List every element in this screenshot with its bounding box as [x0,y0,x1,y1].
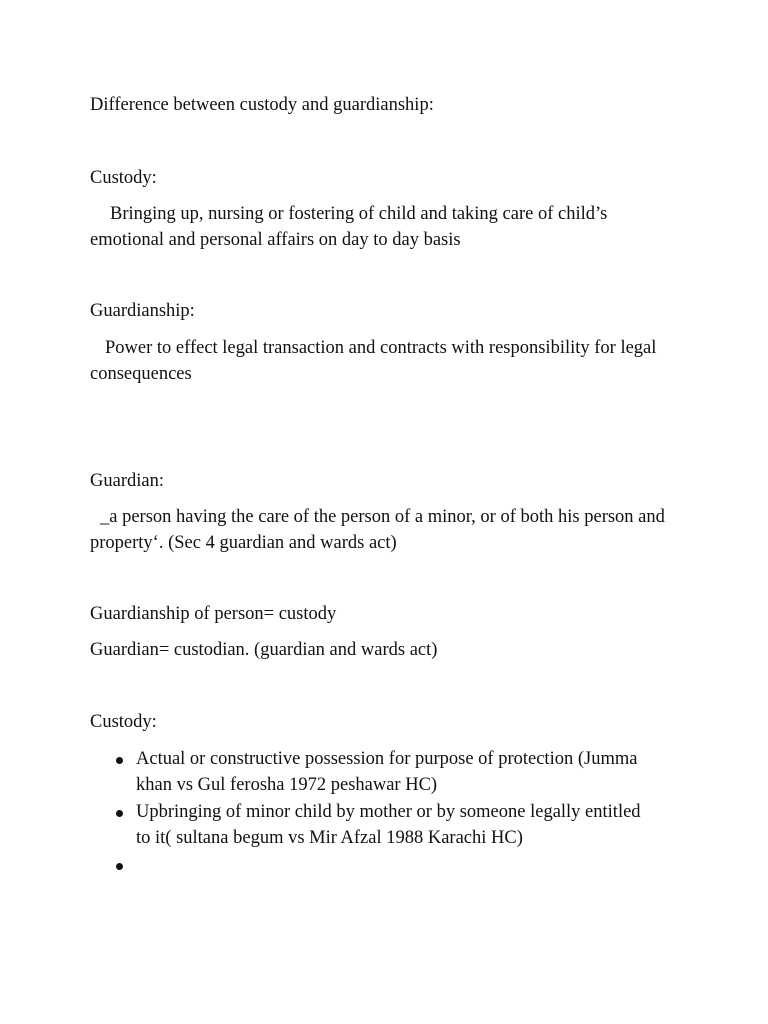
custody-heading: Custody: [90,168,157,188]
equation-guardian-custodian: Guardian= custodian. (guardian and wards act) [90,640,438,660]
guardian-heading: Guardian: [90,471,164,491]
list-item-text: Actual or constructive possession for purpose of protection (Jumma khan vs Gul ferosha 1972 peshawar HC) [136,749,638,795]
guardianship-heading: Guardianship: [90,301,195,321]
list-item [90,852,650,878]
guardian-definition: _a person having the care of the person of a minor, or of both his person and property‘. (Sec 4 guardian and wards act) [90,507,665,553]
custody-definition: Bringing up, nursing or fostering of child and taking care of child’s emotional and personal affairs on day to day basis [90,204,608,250]
custody-heading-second: Custody: [90,712,157,732]
list-item [90,799,650,851]
custody-bullet-list [90,746,650,879]
equation-guardianship-custody: Guardianship of person= custody [90,604,337,624]
bullet-icon [116,810,123,817]
list-item-text: Upbringing of minor child by mother or by someone legally entitled to it( sultana begum vs Mir Afzal 1988 Karachi HC) [136,802,641,848]
document-title: Difference between custody and guardianship: [90,95,434,115]
list-item [90,746,650,798]
bullet-icon [116,757,123,764]
guardianship-definition: Power to effect legal transaction and contracts with responsibility for legal consequences [90,338,657,384]
bullet-icon [116,863,123,870]
